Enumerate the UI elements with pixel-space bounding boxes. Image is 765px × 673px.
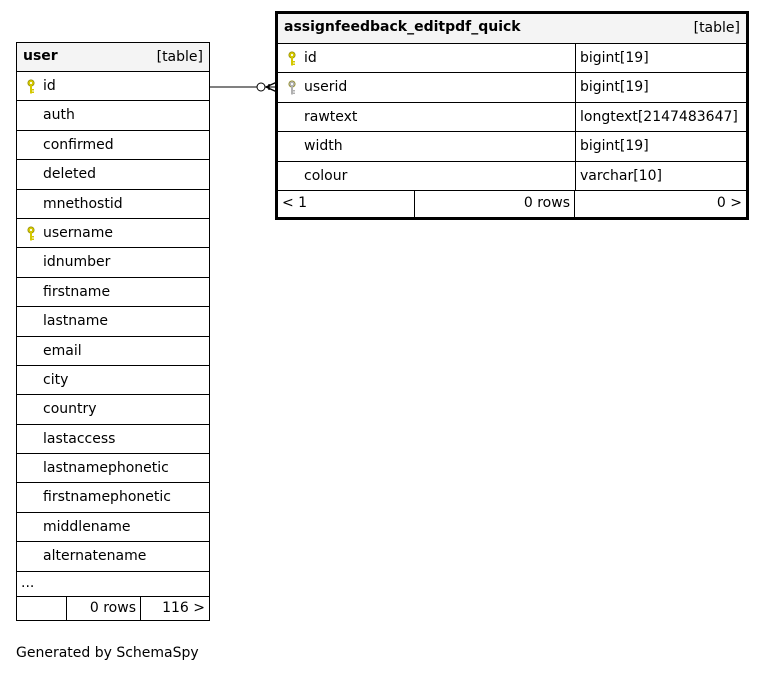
column-row-id[interactable] [17, 72, 209, 101]
column-name: id [304, 50, 317, 66]
table-kind: [table] [156, 49, 203, 65]
column-row-alternatename[interactable] [17, 542, 209, 571]
column-row-auth[interactable] [17, 101, 209, 130]
table-name: assignfeedback_editpdf_quick [284, 19, 521, 35]
column-row-city[interactable] [17, 366, 209, 395]
column-name: mnethostid [43, 195, 123, 212]
column-name: userid [304, 79, 348, 96]
footer-parents: < 1 [278, 191, 415, 217]
column-name: city [43, 371, 69, 388]
column-row-lastnamephonetic[interactable] [17, 454, 209, 483]
column-row-country[interactable] [17, 395, 209, 424]
user-table-footer [17, 597, 209, 620]
column-type: bigint[19] [575, 73, 746, 101]
column-row-email[interactable] [17, 337, 209, 366]
generated-by-label: Generated by SchemaSpy [16, 645, 199, 661]
primary-key-icon [24, 226, 38, 242]
user-table[interactable] [16, 42, 210, 621]
column-name: lastaccess [43, 430, 116, 447]
footer-rows: 0 rows [415, 191, 575, 217]
column-name: confirmed [43, 136, 114, 153]
column-type: varchar[10] [575, 162, 746, 190]
column-name: firstname [43, 283, 111, 300]
column-name: lastnamephonetic [43, 460, 169, 477]
table-kind: [table] [693, 20, 740, 36]
primary-key-icon [285, 51, 299, 67]
assignfeedback-editpdf-quick-table[interactable] [275, 11, 749, 220]
more-columns-indicator: ... [17, 572, 209, 597]
column-row-username[interactable] [17, 219, 209, 248]
column-name: firstnamephonetic [43, 489, 171, 506]
zero-cardinality-marker [257, 83, 265, 91]
column-name: idnumber [43, 254, 111, 271]
column-name: deleted [43, 166, 96, 183]
column-name: email [43, 342, 82, 359]
column-name: auth [43, 107, 75, 124]
column-row-middlename[interactable] [17, 513, 209, 542]
column-row-userid[interactable] [278, 73, 746, 102]
column-name: colour [304, 167, 348, 184]
column-row-colour[interactable] [278, 162, 746, 191]
column-name: username [43, 224, 113, 241]
column-name: id [43, 78, 56, 94]
column-row-width[interactable] [278, 132, 746, 161]
afq-table-footer [278, 191, 746, 217]
column-name: lastname [43, 313, 108, 330]
column-name: country [43, 401, 97, 418]
column-row-deleted[interactable] [17, 160, 209, 189]
table-name: user [23, 48, 58, 64]
footer-rows: 0 rows [67, 597, 141, 620]
user-table-header [17, 43, 209, 72]
column-name: alternatename [43, 548, 147, 565]
column-row-confirmed[interactable] [17, 131, 209, 160]
afq-table-header [278, 14, 746, 44]
column-name: rawtext [304, 108, 358, 125]
column-row-firstname[interactable] [17, 278, 209, 307]
column-row-idnumber[interactable] [17, 248, 209, 277]
column-row-firstnamephonetic[interactable] [17, 483, 209, 512]
column-type: longtext[2147483647] [575, 103, 746, 131]
column-row-rawtext[interactable] [278, 103, 746, 132]
column-type: bigint[19] [575, 44, 746, 72]
column-row-id[interactable] [278, 44, 746, 73]
footer-parents [17, 597, 67, 620]
column-name: middlename [43, 518, 131, 535]
footer-children: 0 > [716, 194, 742, 211]
footer-children: 116 > [162, 599, 205, 616]
column-row-lastaccess[interactable] [17, 425, 209, 454]
column-type: bigint[19] [575, 132, 746, 160]
column-row-lastname[interactable] [17, 307, 209, 336]
primary-key-icon [24, 79, 38, 95]
column-name: width [304, 138, 343, 155]
foreign-key-icon [285, 80, 299, 96]
column-row-mnethostid[interactable] [17, 190, 209, 219]
